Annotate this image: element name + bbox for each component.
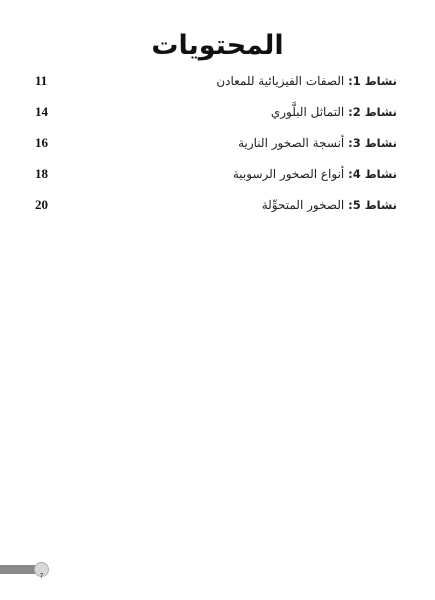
toc-activity-title: التماثل البلَّوري [270,105,345,119]
toc-entry-text [271,103,397,121]
toc-activity-label: نشاط 2: [348,105,397,119]
toc-item-activity-3[interactable] [35,128,397,158]
toc-item-activity-1[interactable] [35,66,397,96]
toc-entry-text [262,196,397,214]
footer-page-number: 7 [39,573,44,580]
toc-activity-title: أنواع الصخور الرسوبية [232,167,345,181]
footer-page-tab [34,562,49,580]
toc-entry-text [238,134,397,152]
toc-item-activity-5[interactable] [35,190,397,220]
toc-page-number: 14 [35,104,48,119]
toc-page-number: 11 [35,73,48,88]
toc-activity-label: نشاط 1: [348,74,397,88]
toc-activity-title: الصخور المتحوِّلة [261,198,345,212]
toc-activity-title: الصفات الفيزيائية للمعادن [216,74,345,88]
toc-activity-label: نشاط 5: [348,198,397,212]
toc-item-activity-2[interactable] [35,97,397,127]
toc-activity-label: نشاط 4: [348,167,397,181]
toc-activity-title: أنسجة الصخور النارية [238,136,345,150]
toc-activity-label: نشاط 3: [348,136,397,150]
page-title: المحتويات [151,30,284,61]
toc-entry-text [216,72,397,90]
toc-entry-text [233,165,397,183]
table-of-contents [35,66,397,221]
toc-page-number: 18 [35,166,48,181]
toc-item-activity-4[interactable] [35,159,397,189]
toc-page-number: 16 [35,135,48,150]
toc-page-number: 20 [35,197,48,212]
